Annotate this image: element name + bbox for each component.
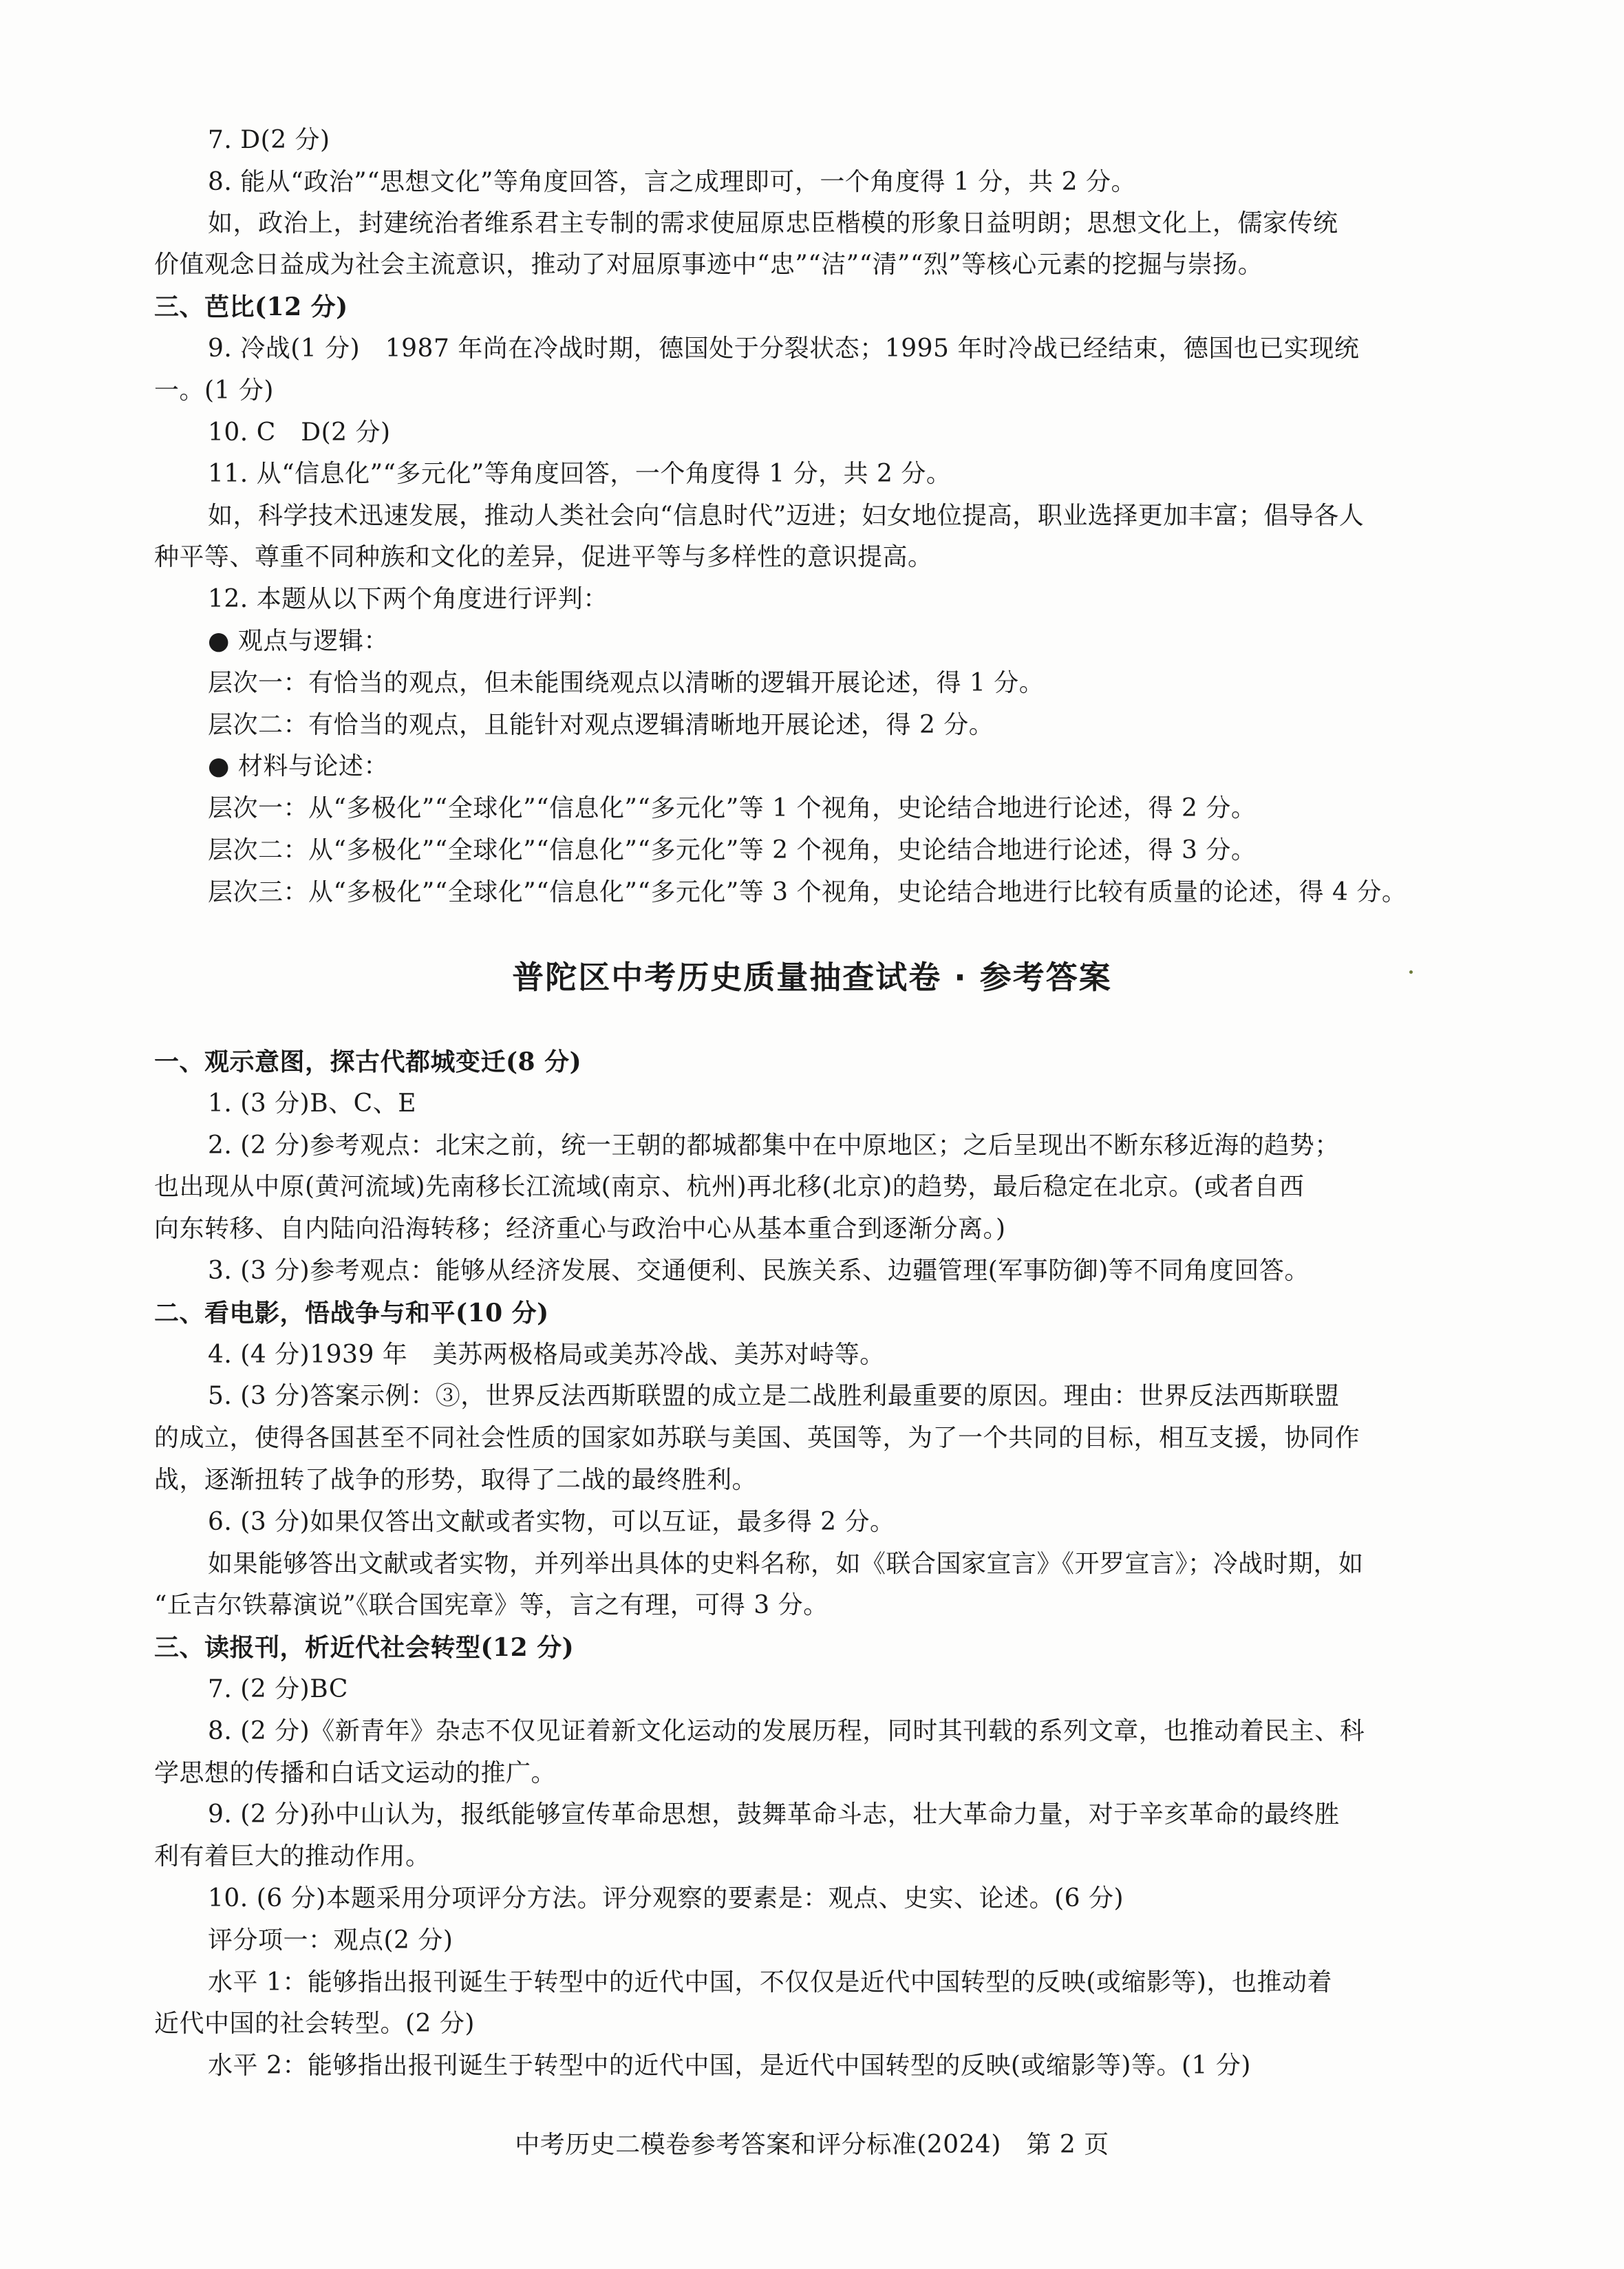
q6-answer-detail-line-2: “丘吉尔铁幕演说”《联合国宪章》等，言之有理，可得 3 分。 [154, 1591, 829, 1619]
q5-answer-line-3: 战，逐渐扭转了战争的形势，取得了二战的最终胜利。 [154, 1466, 758, 1494]
page-footer: 中考历史二模卷参考答案和评分标准(2024) 第 2 页 [515, 2131, 1109, 2159]
q6-answer-detail-line-1: 如果能够答出文献或者实物，并列举出具体的史料名称，如《联合国家宣言》《开罗宣言》；冷战时期，如 [208, 1550, 1364, 1578]
answer-9-line-1: 9. 冷战(1 分) 1987 年尚在冷战时期，德国处于分裂状态；1995 年时冷战已经结束，德国也已实现统 [208, 334, 1360, 363]
section-heading-ancient-capitals: 一、观示意图，探古代都城变迁(8 分) [154, 1047, 582, 1076]
q9-answer-line-2: 利有着巨大的推动作用。 [154, 1842, 431, 1871]
answer-12-criterion-viewpoint: ● 观点与逻辑： [208, 627, 389, 655]
answer-8: 8. 能从“政治”“思想文化”等角度回答，言之成理即可，一个角度得 1 分，共 2 分。 [208, 168, 1136, 196]
q5-answer-line-2: 的成立，使得各国甚至不同社会性质的国家如苏联与美国、英国等，为了一个共同的目标，相互支援，协同作 [154, 1424, 1360, 1452]
q7-answer: 7. (2 分)BC [208, 1675, 348, 1703]
q4-answer: 4. (4 分)1939 年 美苏两极格局或美苏冷战、美苏对峙等。 [208, 1341, 885, 1369]
q8-answer-line-1: 8. (2 分)《新青年》杂志不仅见证着新文化运动的发展历程，同时其刊载的系列文章，也推动着民主、科 [208, 1717, 1365, 1745]
answer-11: 11. 从“信息化”“多元化”等角度回答，一个角度得 1 分，共 2 分。 [208, 460, 952, 488]
answer-12: 12. 本题从以下两个角度进行评判： [208, 585, 608, 613]
q10-level-1-line-2: 近代中国的社会转型。(2 分) [154, 2010, 475, 2038]
q3-answer: 3. (3 分)参考观点：能够从经济发展、交通便利、民族关系、边疆管理(军事防御)等不同角度回答。 [208, 1257, 1310, 1285]
answer-12-viewpoint-level-2: 层次二：有恰当的观点，且能针对观点逻辑清晰地开展论述，得 2 分。 [208, 711, 994, 739]
q10-scoring-item-1: 评分项一：观点(2 分) [208, 1926, 453, 1954]
q5-answer-line-1: 5. (3 分)答案示例：③，世界反法西斯联盟的成立是二战胜利最重要的原因。理由：世界反法西斯联盟 [208, 1382, 1340, 1410]
q2-answer-line-3: 向东转移、自内陆向沿海转移；经济重心与政治中心从基本重合到逐渐分离。) [154, 1215, 1006, 1243]
q10-level-2: 水平 2：能够指出报刊诞生于转型中的近代中国，是近代中国转型的反映(或缩影等)等。(1 分) [208, 2052, 1251, 2080]
answer-12-criterion-material: ● 材料与论述： [208, 752, 389, 780]
q9-answer-line-1: 9. (2 分)孙中山认为，报纸能够宣传革命思想，鼓舞革命斗志，壮大革命力量，对于辛亥革命的最终胜 [208, 1800, 1340, 1829]
q8-answer-line-2: 学思想的传播和白话文运动的推广。 [154, 1759, 557, 1787]
section-heading-newspapers: 三、读报刊，析近代社会转型(12 分) [154, 1633, 575, 1662]
q2-answer-line-2: 也出现从中原(黄河流域)先南移长江流域(南京、杭州)再北移(北京)的趋势，最后稳定在北京。(或者自西 [154, 1173, 1305, 1201]
q2-answer-line-1: 2. (2 分)参考观点：北宋之前，统一王朝的都城都集中在中原地区；之后呈现出不断东移近海的趋势； [208, 1131, 1340, 1160]
answer-12-material-level-3: 层次三：从“多极化”“全球化”“信息化”“多元化”等 3 个视角，史论结合地进行比较有质量的论述，得 4 分。 [208, 878, 1407, 906]
answer-8-example-line-2: 价值观念日益成为社会主流意识，推动了对屈原事迹中“忠”“洁”“清”“烈”等核心元素的挖掘与崇扬。 [154, 251, 1263, 279]
section-heading-war-and-peace: 二、看电影，悟战争与和平(10 分) [154, 1299, 549, 1328]
scan-speck [1409, 970, 1413, 974]
q10-answer: 10. (6 分)本题采用分项评分方法。评分观察的要素是：观点、史实、论述。(6 分) [208, 1884, 1124, 1913]
answer-11-example-line-1: 如，科学技术迅速发展，推动人类社会向“信息时代”迈进；妇女地位提高，职业选择更加丰富；倡导各人 [208, 502, 1365, 530]
section-heading-barbie: 三、芭比(12 分) [154, 292, 348, 321]
answer-12-material-level-1: 层次一：从“多极化”“全球化”“信息化”“多元化”等 1 个视角，史论结合地进行论述，得 2 分。 [208, 794, 1257, 822]
page-title: 普陀区中考历史质量抽查试卷 · 参考答案 [512, 959, 1112, 996]
q10-level-1-line-1: 水平 1：能够指出报刊诞生于转型中的近代中国，不仅仅是近代中国转型的反映(或缩影等)，也推动着 [208, 1968, 1332, 1996]
q6-answer: 6. (3 分)如果仅答出文献或者实物，可以互证，最多得 2 分。 [208, 1508, 895, 1536]
answer-11-example-line-2: 种平等、尊重不同种族和文化的差异，促进平等与多样性的意识提高。 [154, 543, 933, 571]
answer-9-line-2: 一。(1 分) [154, 376, 274, 405]
q1-answer: 1. (3 分)B、C、E [208, 1089, 417, 1118]
answer-12-material-level-2: 层次二：从“多极化”“全球化”“信息化”“多元化”等 2 个视角，史论结合地进行论述，得 3 分。 [208, 836, 1257, 864]
answer-12-viewpoint-level-1: 层次一：有恰当的观点，但未能围绕观点以清晰的逻辑开展论述，得 1 分。 [208, 669, 1045, 697]
answer-10: 10. C D(2 分) [208, 418, 391, 447]
answer-7: 7. D(2 分) [208, 126, 330, 154]
answer-8-example-line-1: 如，政治上，封建统治者维系君主专制的需求使屈原忠臣楷模的形象日益明朗；思想文化上，儒家传统 [208, 209, 1338, 237]
